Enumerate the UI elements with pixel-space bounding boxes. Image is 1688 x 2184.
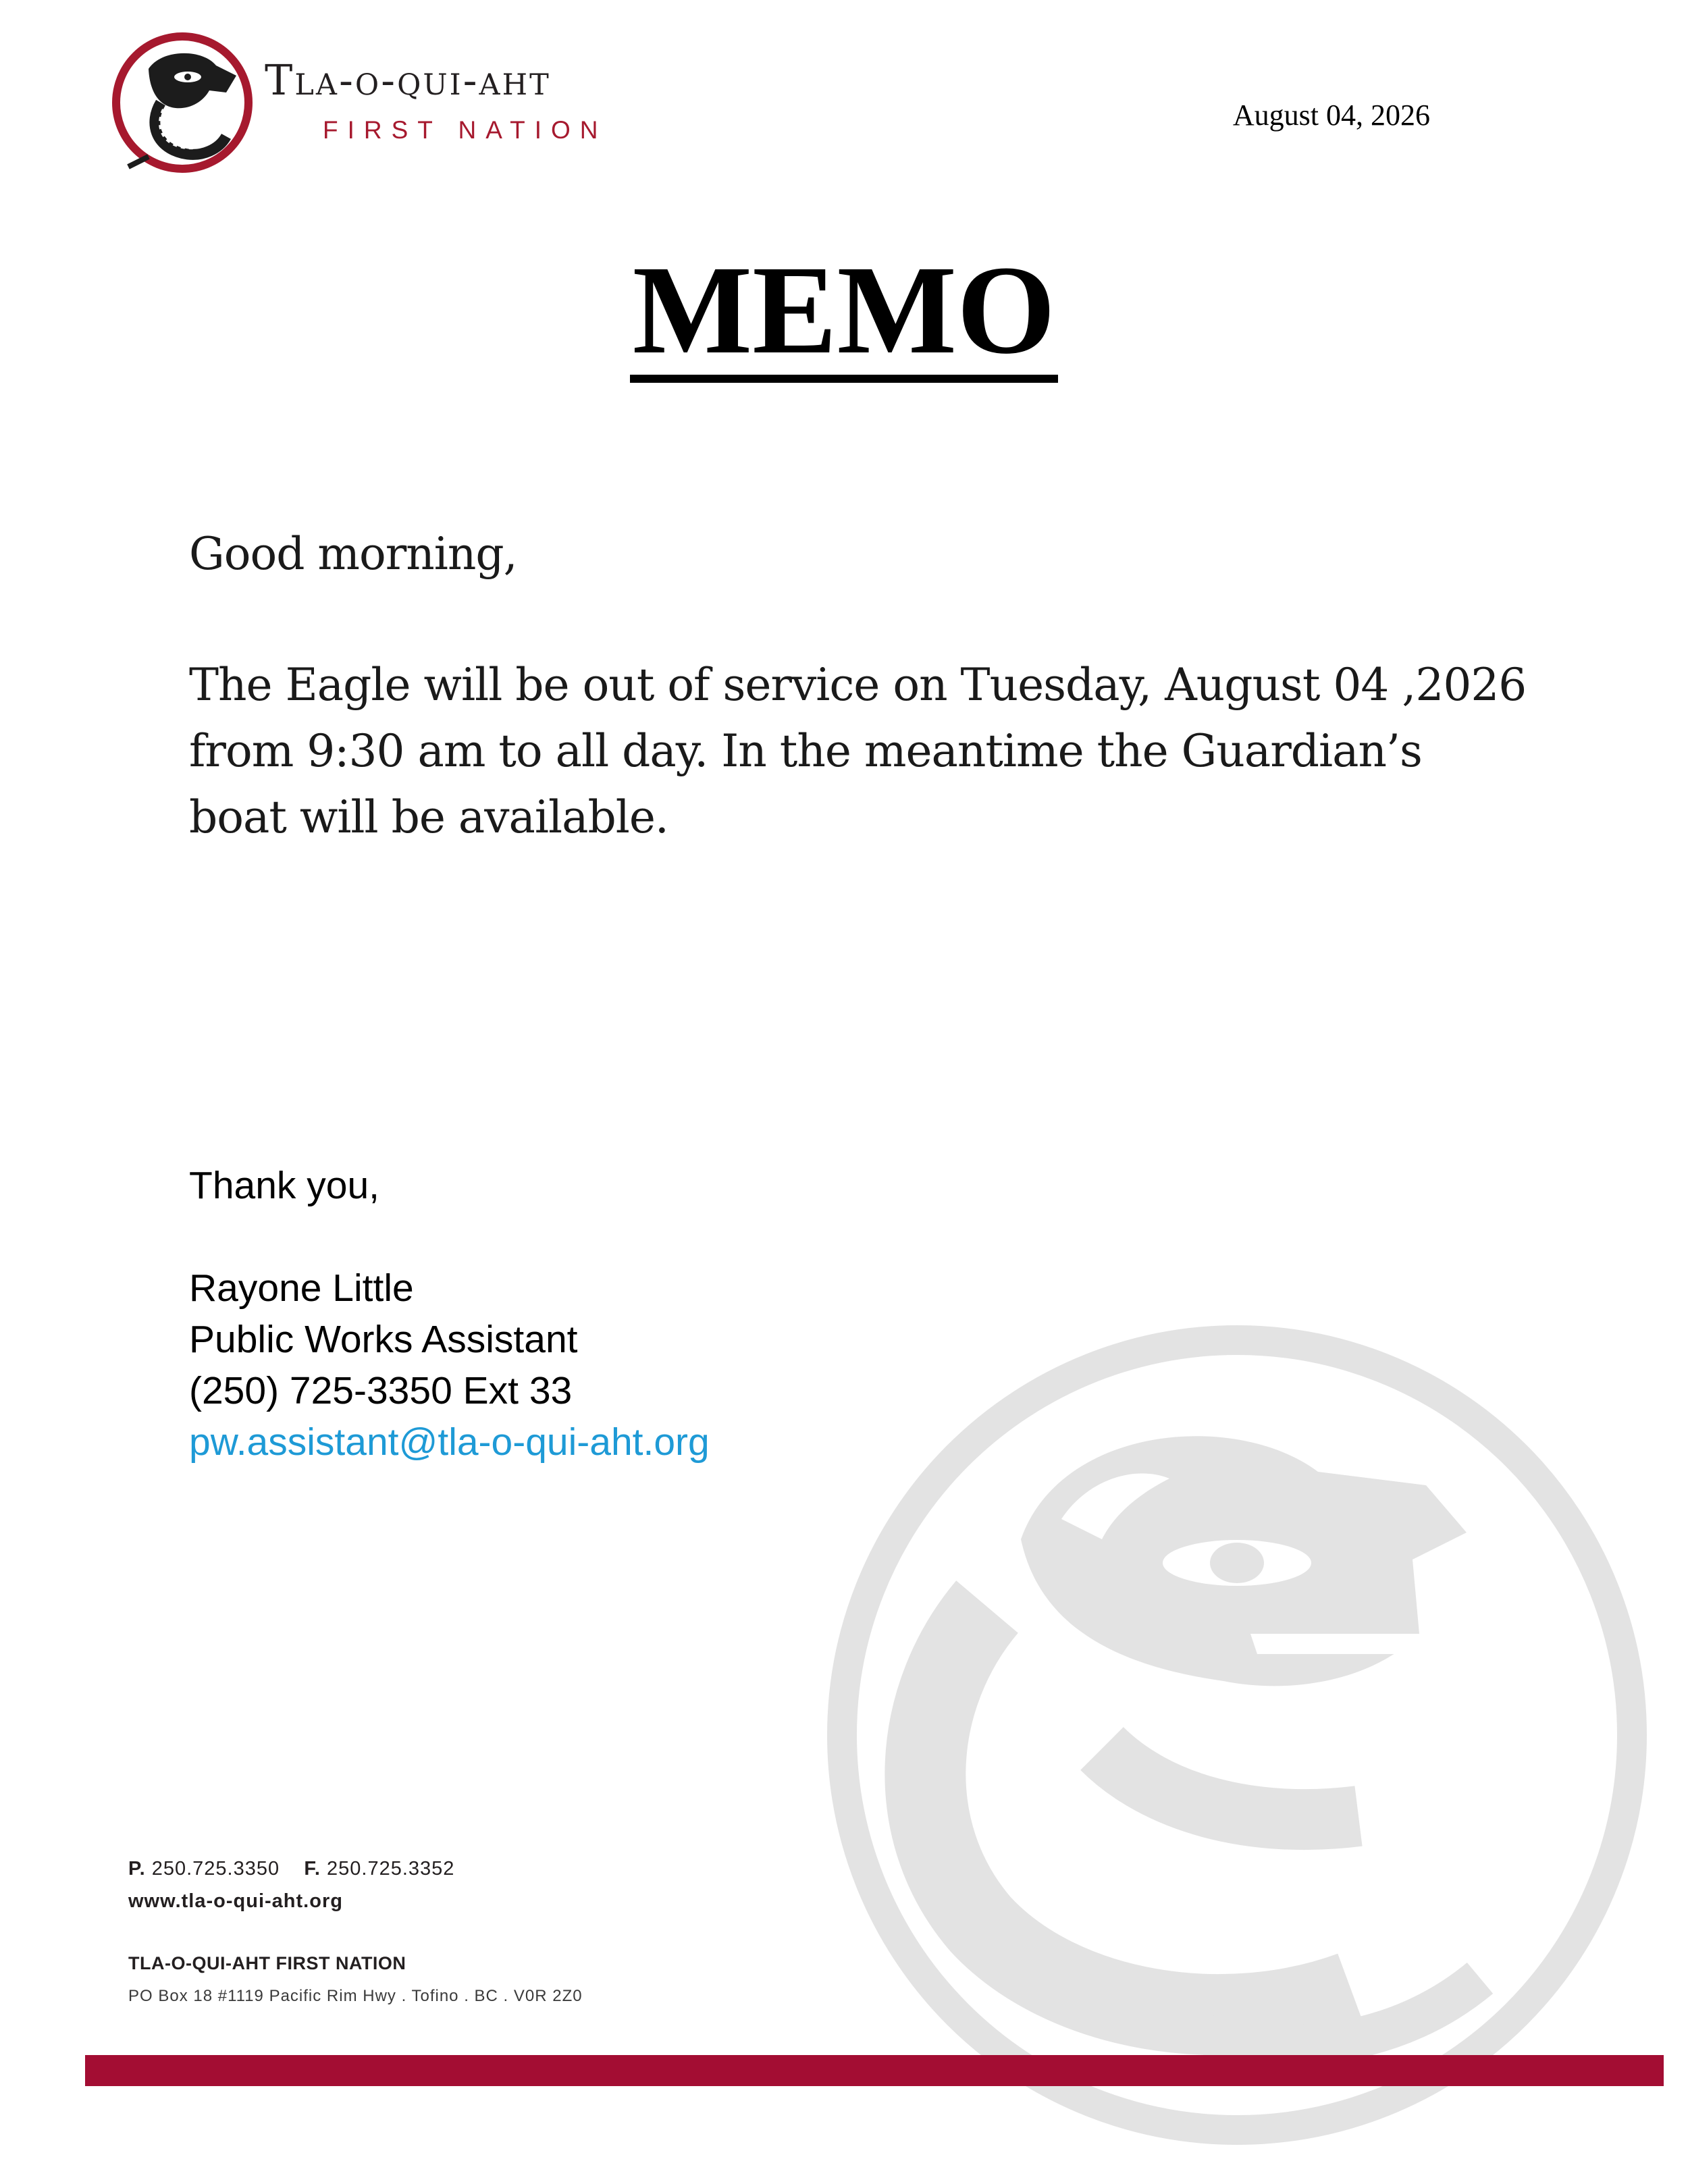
footer-phone: 250.725.3350 bbox=[151, 1858, 280, 1880]
footer-address: PO Box 18 #1119 Pacific Rim Hwy . Tofino . BC . V0R 2Z0 bbox=[128, 1987, 583, 2005]
memo-body bbox=[189, 652, 1539, 851]
footer-org-name: TLA-O-QUI-AHT FIRST NATION bbox=[128, 1953, 406, 1973]
org-subtitle: FIRST NATION bbox=[323, 116, 608, 144]
signer-title: Public Works Assistant bbox=[189, 1318, 578, 1361]
signer-phone: (250) 725-3350 Ext 33 bbox=[189, 1369, 573, 1412]
footer-website-link[interactable]: www.tla-o-qui-aht.org bbox=[128, 1890, 343, 1912]
serpent-watermark-icon bbox=[818, 1316, 1656, 2154]
phone-label: P. bbox=[128, 1858, 146, 1880]
memo-body-line: from 9:30 am to all day. In the meantime the Guardian’s bbox=[189, 725, 1422, 777]
greeting: Good morning, bbox=[189, 528, 517, 580]
signer-email-link[interactable]: pw.assistant@tla-o-qui-aht.org bbox=[189, 1420, 710, 1464]
memo-title-text: MEMO bbox=[630, 246, 1059, 383]
memo-title bbox=[0, 239, 1688, 383]
closing: Thank you, bbox=[189, 1164, 379, 1207]
fax-label: F. bbox=[304, 1858, 321, 1880]
memo-body-line: boat will be available. bbox=[189, 791, 668, 843]
signer-name: Rayone Little bbox=[189, 1267, 414, 1310]
org-name: Tla-o-qui-aht bbox=[265, 55, 551, 105]
signature-block bbox=[189, 1262, 710, 1468]
memo-date: August 04, 2026 bbox=[1232, 99, 1430, 132]
footer-bar bbox=[85, 2055, 1664, 2086]
footer-fax: 250.725.3352 bbox=[327, 1858, 455, 1880]
memo-body-line: The Eagle will be out of service on Tuesday, August 04 ,2026 bbox=[189, 659, 1527, 711]
footer-contact-line bbox=[128, 1858, 454, 1880]
serpent-logo-icon bbox=[108, 28, 257, 180]
